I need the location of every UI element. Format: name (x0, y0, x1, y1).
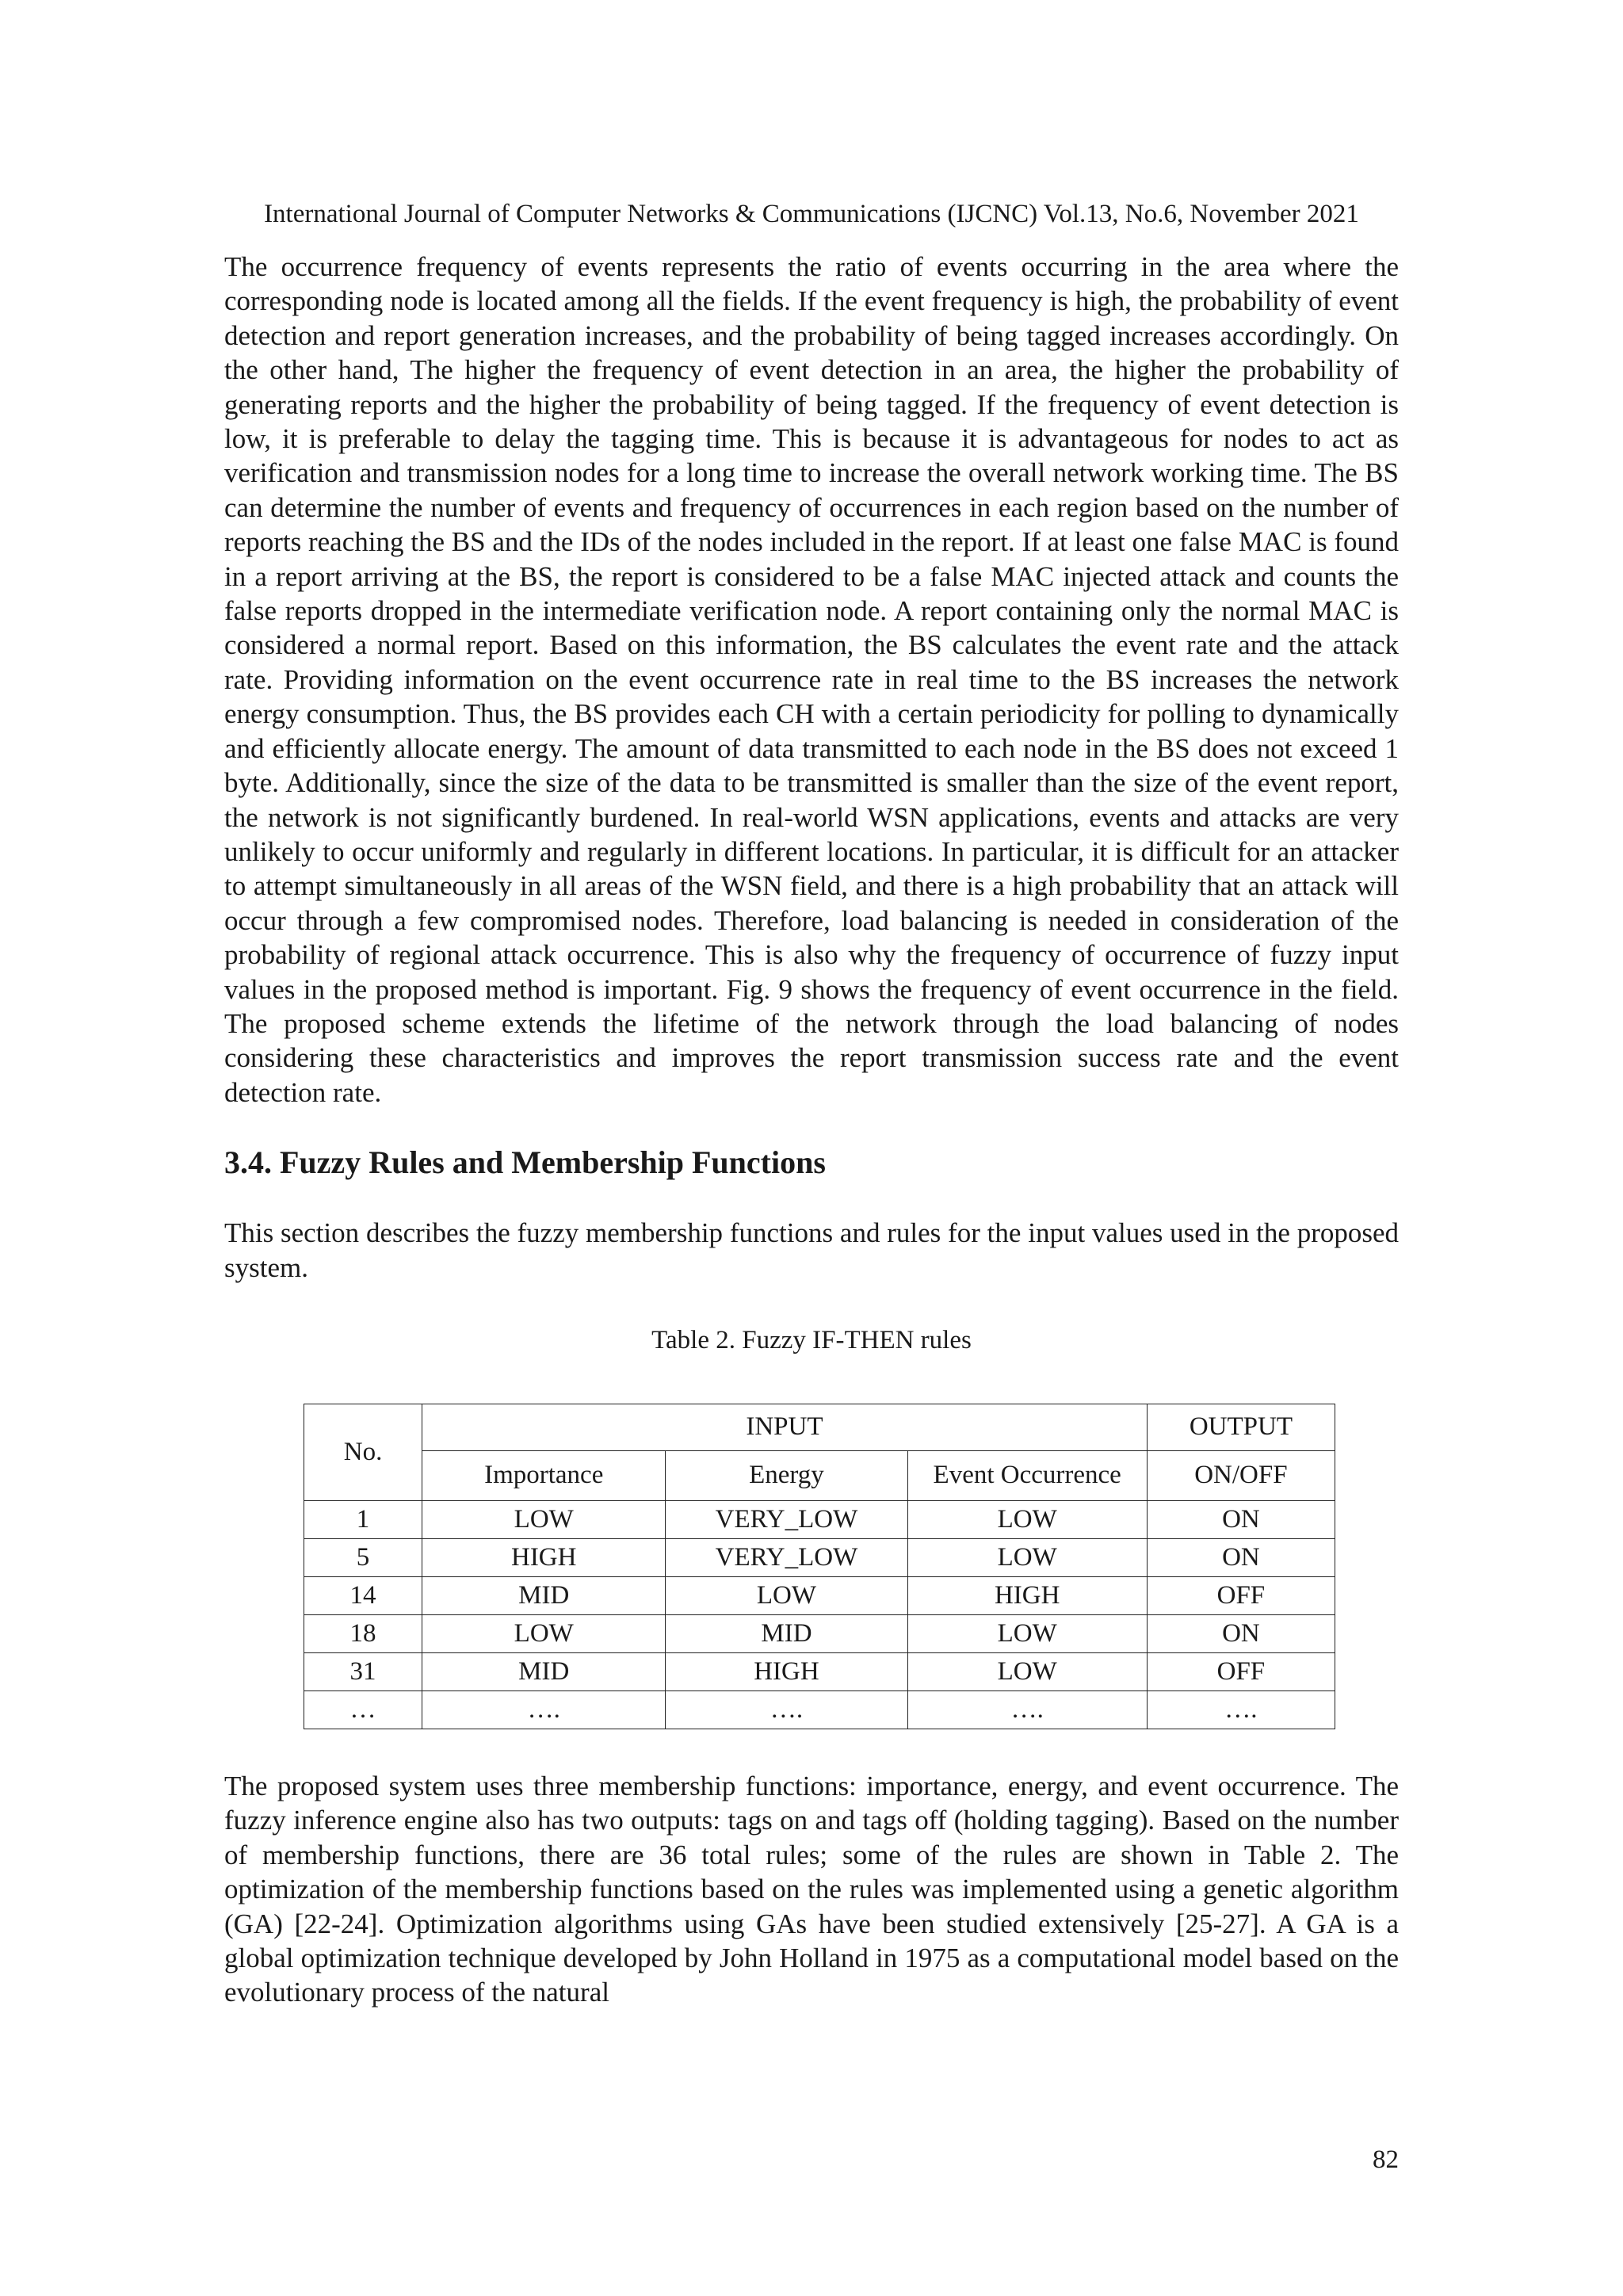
table-cell: ON (1147, 1538, 1335, 1576)
table-cell: …. (907, 1690, 1147, 1729)
table-cell: HIGH (907, 1576, 1147, 1614)
table-cell: HIGH (666, 1652, 907, 1690)
table-row (304, 1538, 1335, 1576)
page-content (224, 250, 1399, 2010)
table-cell: 31 (304, 1652, 422, 1690)
table-cell: LOW (907, 1538, 1147, 1576)
table-cell: LOW (422, 1500, 666, 1538)
header-no: No. (304, 1404, 422, 1500)
table-cell: OFF (1147, 1576, 1335, 1614)
table-cell: LOW (907, 1652, 1147, 1690)
table-cell: …. (666, 1690, 907, 1729)
table-cell: 14 (304, 1576, 422, 1614)
table-cell: … (304, 1690, 422, 1729)
table-cell: …. (1147, 1690, 1335, 1729)
body-paragraph-1: The occurrence frequency of events represents the ratio of events occurring in the area where the corresponding node is located among all the fields. If the event frequency is high, the probability of event detection and report generation increases, and the probability of being tagged increases accordingly. On the other hand, The higher the frequency of event detection in an area, the higher the probability of generating reports and the higher the probability of being tagged. If the frequency of event detection is low, it is preferable to delay the tagging time. This is because it is advantageous for nodes to act as verification and transmission nodes for a long time to increase the overall network working time. The BS can determine the number of events and frequency of occurrences in each region based on the number of reports reaching the BS and the IDs of the nodes included in the report. If at least one false MAC is found in a report arriving at the BS, the report is considered to be a false MAC injected attack and counts the false reports dropped in the intermediate verification node. A report containing only the normal MAC is considered a normal report. Based on this information, the BS calculates the event rate and the attack rate. Providing information on the event occurrence rate in real time to the BS increases the network energy consumption. Thus, the BS provides each CH with a certain periodicity for polling to dynamically and efficiently allocate energy. The amount of data transmitted to each node in the BS does not exceed 1 byte. Additionally, since the size of the data to be transmitted is smaller than the size of the event report, the network is not significantly burdened. In real-world WSN applications, events and attacks are very unlikely to occur uniformly and regularly in different locations. In particular, it is difficult for an attacker to attempt simultaneously in all areas of the WSN field, and there is a high probability that an attack will occur through a few compromised nodes. Therefore, load balancing is needed in consideration of the probability of regional attack occurrence. This is also why the frequency of occurrence of fuzzy input values in the proposed method is important. Fig. 9 shows the frequency of event occurrence in the field. The proposed scheme extends the lifetime of the network through the load balancing of nodes considering these characteristics and improves the report transmission success rate and the event detection rate. (224, 251, 1399, 1108)
table-cell: 5 (304, 1538, 422, 1576)
table-cell: ON (1147, 1614, 1335, 1652)
table-row (304, 1690, 1335, 1729)
table-cell: OFF (1147, 1652, 1335, 1690)
table-cell: MID (422, 1652, 666, 1690)
body-paragraph-2: This section describes the fuzzy membership functions and rules for the input values used in the proposed system. (224, 1217, 1399, 1283)
page-number: 82 (1373, 2145, 1399, 2174)
subheader-event-occurrence: Event Occurrence (907, 1450, 1147, 1500)
table-cell: MID (422, 1576, 666, 1614)
table-cell: LOW (422, 1614, 666, 1652)
running-header: International Journal of Computer Networks & Communications (IJCNC) Vol.13, No.6, November 2021 (264, 200, 1359, 228)
body-paragraph-3: The proposed system uses three membership functions: importance, energy, and event occurrence. The fuzzy inference engine also has two outputs: tags on and tags off (holding tagging). Based on the number of membership functions, there are 36 total rules; some of the rules are shown in Table 2. The optimization of the membership functions based on the rules was implemented using a genetic algorithm (GA) [22-24]. Optimization algorithms using GAs have been studied extensively [25-27]. A GA is a global optimization technique developed by John Holland in 1975 as a computational model based on the evolutionary process of the natural (224, 1770, 1399, 2008)
header-input: INPUT (422, 1404, 1148, 1450)
table-subheader-row (304, 1450, 1335, 1500)
table-cell: HIGH (422, 1538, 666, 1576)
table-row (304, 1614, 1335, 1652)
table-cell: ON (1147, 1500, 1335, 1538)
subheader-energy: Energy (666, 1450, 907, 1500)
table-cell: …. (422, 1690, 666, 1729)
table-row (304, 1576, 1335, 1614)
table-cell: 18 (304, 1614, 422, 1652)
table-cell: VERY_LOW (666, 1538, 907, 1576)
subheader-importance: Importance (422, 1450, 666, 1500)
table-header-row (304, 1404, 1335, 1450)
fuzzy-rules-table (304, 1404, 1335, 1729)
table-cell: LOW (907, 1500, 1147, 1538)
table-cell: LOW (666, 1576, 907, 1614)
table-cell: VERY_LOW (666, 1500, 907, 1538)
subheader-on-off: ON/OFF (1147, 1450, 1335, 1500)
table-cell: LOW (907, 1614, 1147, 1652)
table-caption: Table 2. Fuzzy IF-THEN rules (651, 1325, 972, 1354)
table-cell: 1 (304, 1500, 422, 1538)
table-row (304, 1500, 1335, 1538)
table-row (304, 1652, 1335, 1690)
section-heading: 3.4. Fuzzy Rules and Membership Functions (224, 1144, 826, 1181)
header-output: OUTPUT (1147, 1404, 1335, 1450)
table-cell: MID (666, 1614, 907, 1652)
